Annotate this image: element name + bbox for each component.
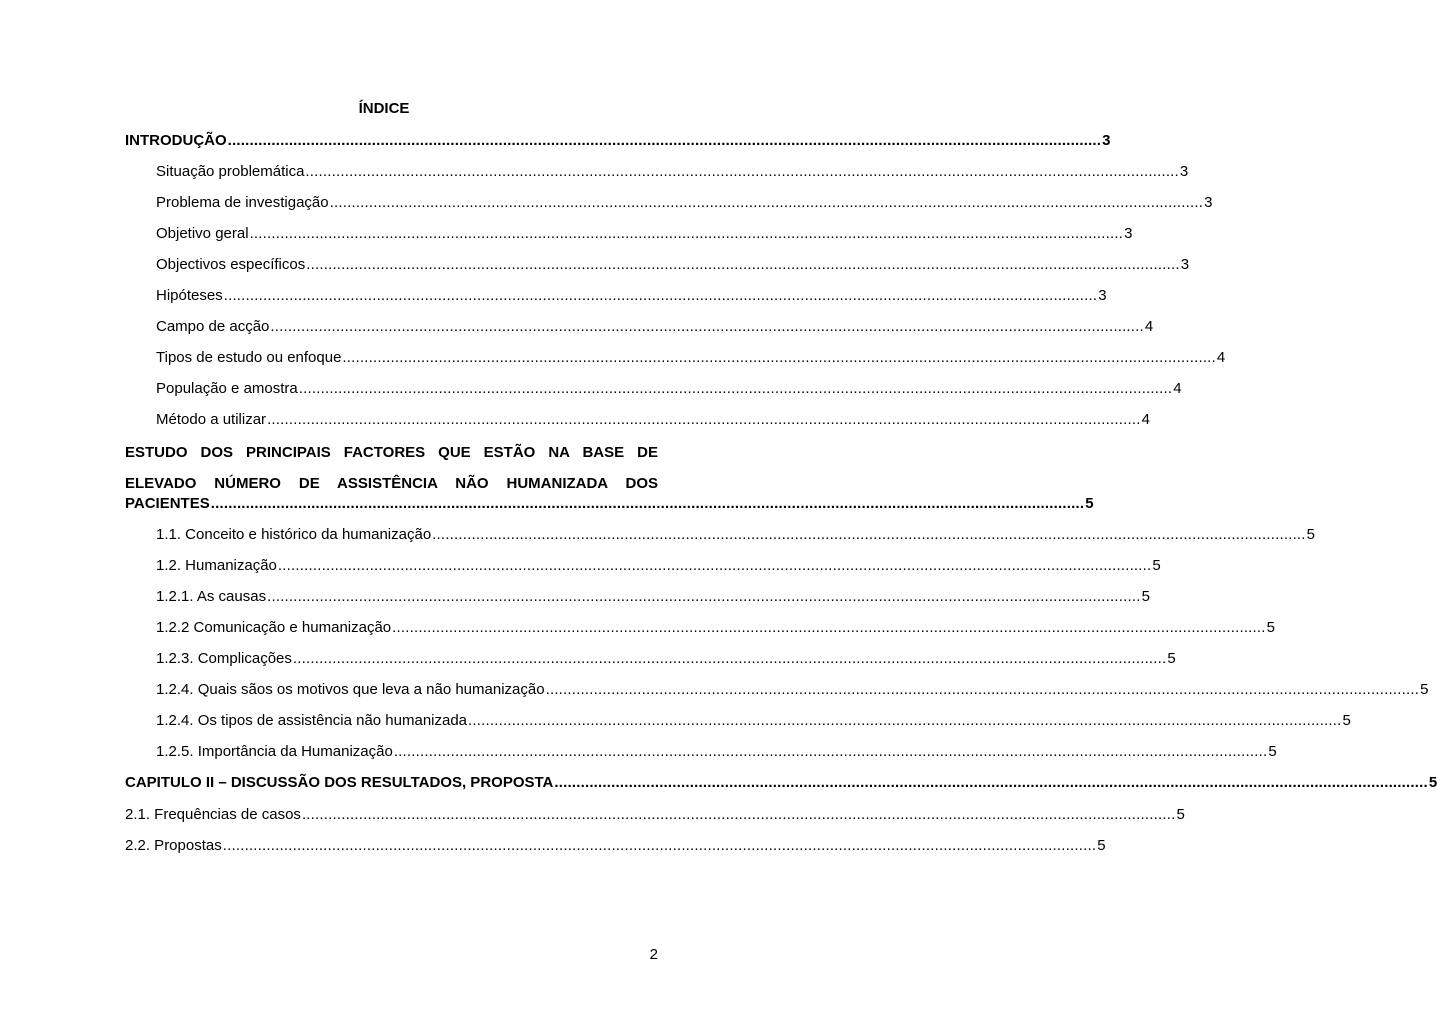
toc-entry-label: Tipos de estudo ou enfoque [156, 349, 342, 366]
toc-entry-chapter-2[interactable] [125, 773, 1437, 793]
toc-entry[interactable] [156, 711, 1351, 731]
dot-leader: ........................................................................................................................................................................................................ [270, 318, 1144, 335]
toc-entry-label: 1.1. Conceito e histórico da humanização [156, 526, 432, 543]
toc-entry[interactable] [156, 525, 1316, 545]
toc-entry-label: 1.2.2 Comunicação e humanização [156, 619, 392, 636]
toc-entry-page: 3 [1180, 256, 1190, 273]
dot-leader: ........................................................................................................................................................................................................ [305, 163, 1179, 180]
toc-entry-page: 3 [1179, 163, 1189, 180]
toc-entry-page: 5 [1306, 526, 1316, 543]
toc-entry-label: 1.2.5. Importância da Humanização [156, 743, 393, 760]
toc-entry-page: 5 [1266, 619, 1275, 636]
toc-entry-label: 1.2.4. Os tipos de assistência não humanizada [156, 712, 468, 729]
toc-entry-label: Situação problemática [156, 163, 305, 180]
toc-chapter-heading-line[interactable]: ELEVADO NÚMERO DE ASSISTÊNCIA NÃO HUMANIZADA DOS [125, 475, 658, 492]
dot-leader: ........................................................................................................................................................................................................ [329, 194, 1204, 211]
toc-entry-label: INTRODUÇÃO [125, 132, 227, 149]
toc-entry-page: 5 [1097, 837, 1106, 854]
dot-leader: ........................................................................................................................................................................................................ [223, 287, 1098, 304]
toc-entry[interactable] [156, 680, 1429, 700]
dot-leader: ........................................................................................................................................................................................................ [292, 650, 1167, 667]
page-title: ÍNDICE [358, 100, 410, 117]
dot-leader: ........................................................................................................................................................................................................ [545, 681, 1420, 698]
toc-entry-label: 1.2.3. Complicações [156, 650, 292, 667]
toc-entry-label: 1.2. Humanização [156, 557, 277, 574]
toc-entry-page: 3 [1204, 194, 1213, 211]
toc-entry-label: 2.1. Frequências de casos [125, 806, 301, 823]
toc-entry[interactable] [156, 556, 1161, 576]
dot-leader: ........................................................................................................................................................................................................ [301, 806, 1176, 823]
toc-entry[interactable] [125, 805, 1185, 825]
toc-entry-label: CAPITULO II – DISCUSSÃO DOS RESULTADOS, PROPOSTA [125, 774, 554, 791]
dot-leader: ........................................................................................................................................................................................................ [249, 225, 1124, 242]
toc-entry-page: 5 [1141, 588, 1150, 605]
toc-entry[interactable] [156, 618, 1275, 638]
toc-entry-label: 1.2.1. As causas [156, 588, 267, 605]
toc-entry-page: 3 [1102, 132, 1111, 149]
toc-entry-chapter-1[interactable] [125, 494, 1094, 514]
toc-entry[interactable] [156, 348, 1226, 368]
toc-entry[interactable] [156, 379, 1182, 399]
toc-entry-label: PACIENTES [125, 495, 210, 512]
toc-entry[interactable] [156, 649, 1176, 669]
toc-entry-label: Objectivos específicos [156, 256, 306, 273]
toc-entry-label: Hipóteses [156, 287, 223, 304]
dot-leader: ........................................................................................................................................................................................................ [222, 837, 1097, 854]
dot-leader: ........................................................................................................................................................................................................ [306, 256, 1180, 273]
toc-entry-page: 5 [1420, 681, 1429, 698]
toc-entry-label: 2.2. Propostas [125, 837, 222, 854]
dot-leader: ........................................................................................................................................................................................................ [277, 557, 1152, 574]
dot-leader: ........................................................................................................................................................................................................ [342, 349, 1216, 366]
dot-leader: ........................................................................................................................................................................................................ [227, 132, 1102, 149]
page-number: 2 [649, 946, 658, 963]
toc-entry-label: Objetivo geral [156, 225, 249, 242]
dot-leader: ........................................................................................................................................................................................................ [468, 712, 1342, 729]
dot-leader: ........................................................................................................................................................................................................ [267, 411, 1141, 428]
toc-entry[interactable] [156, 224, 1133, 244]
toc-entry-page: 3 [1098, 287, 1107, 304]
toc-entry-label: Campo de acção [156, 318, 270, 335]
toc-entry[interactable] [156, 162, 1189, 182]
toc-entry-introducao[interactable] [125, 131, 1111, 151]
toc-entry-page: 4 [1173, 380, 1182, 397]
toc-entry[interactable] [156, 742, 1277, 762]
toc-entry[interactable] [125, 836, 1106, 856]
dot-leader: ........................................................................................................................................................................................................ [392, 619, 1266, 636]
toc-entry-page: 5 [1176, 806, 1185, 823]
toc-entry-page: 5 [1167, 650, 1176, 667]
dot-leader: ........................................................................................................................................................................................................ [267, 588, 1141, 605]
toc-entry[interactable] [156, 317, 1154, 337]
toc-entry-page: 5 [1152, 557, 1161, 574]
toc-entry[interactable] [156, 193, 1213, 213]
dot-leader: ........................................................................................................................................................................................................ [432, 526, 1306, 543]
toc-entry-page: 3 [1124, 225, 1133, 242]
toc-entry-page: 5 [1428, 774, 1437, 791]
dot-leader: ........................................................................................................................................................................................................ [298, 380, 1173, 397]
toc-entry-page: 4 [1216, 349, 1226, 366]
dot-leader: ........................................................................................................................................................................................................ [210, 495, 1085, 512]
dot-leader: ........................................................................................................................................................................................................ [393, 743, 1268, 760]
toc-entry[interactable] [156, 286, 1107, 306]
toc-entry-page: 4 [1144, 318, 1154, 335]
toc-entry-page: 4 [1141, 411, 1150, 428]
toc-entry-page: 5 [1268, 743, 1277, 760]
toc-entry-label: População e amostra [156, 380, 298, 397]
toc-entry-page: 5 [1085, 495, 1094, 512]
dot-leader: ........................................................................................................................................................................................................ [554, 774, 1428, 791]
toc-entry[interactable] [156, 410, 1150, 430]
toc-entry[interactable] [156, 255, 1190, 275]
toc-entry-label: Problema de investigação [156, 194, 329, 211]
toc-chapter-heading-line[interactable]: ESTUDO DOS PRINCIPAIS FACTORES QUE ESTÃO NA BASE DE [125, 444, 658, 461]
toc-entry-label: Método a utilizar [156, 411, 267, 428]
toc-entry-page: 5 [1342, 712, 1351, 729]
toc-entry[interactable] [156, 587, 1150, 607]
toc-entry-label: 1.2.4. Quais sãos os motivos que leva a não humanização [156, 681, 545, 698]
